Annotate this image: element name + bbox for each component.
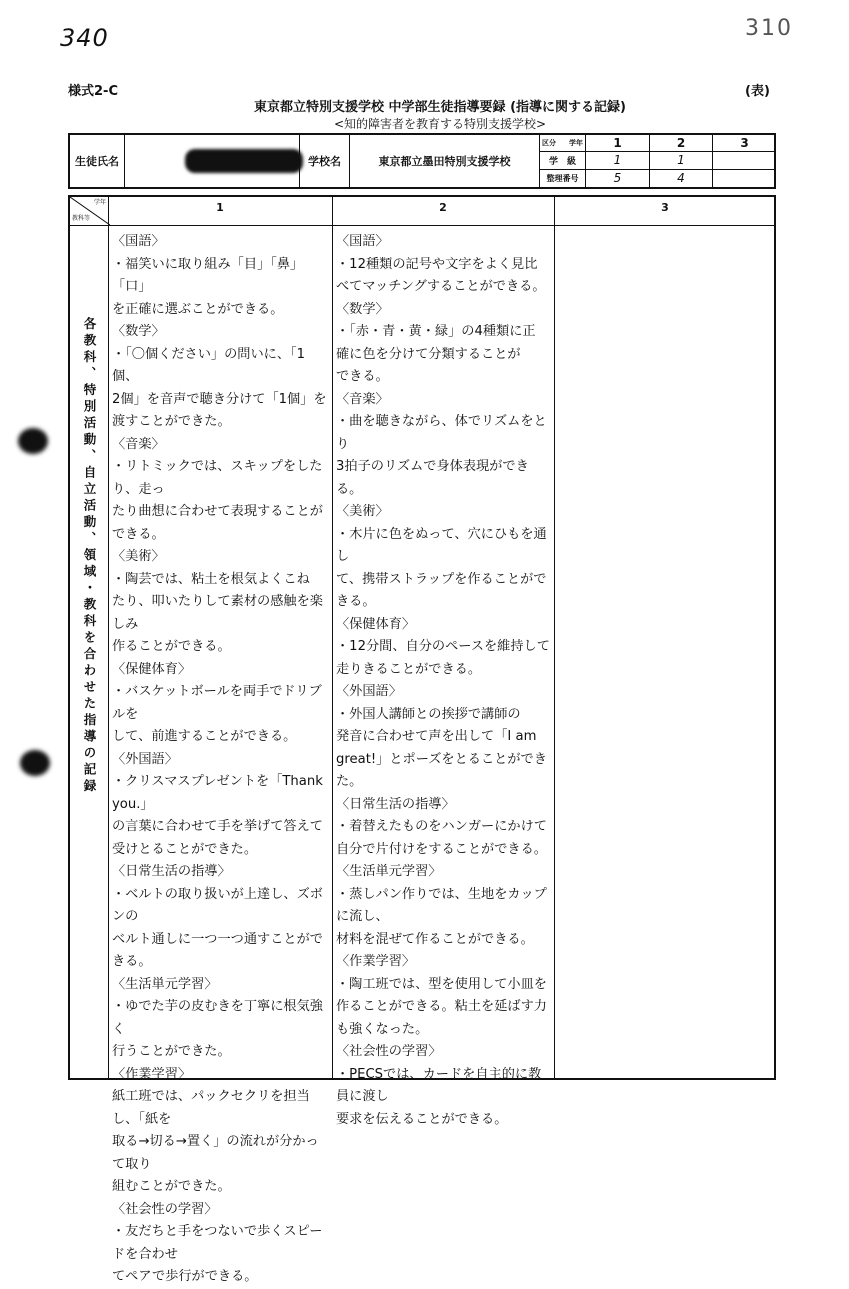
column-header-2: 2 xyxy=(439,201,447,214)
grade-col-2: 2 xyxy=(650,135,713,151)
student-name-label: 生徒氏名 xyxy=(70,135,125,187)
number-row-label: 整理番号 xyxy=(540,170,586,187)
class-value-3 xyxy=(713,152,776,168)
class-value-1: 1 xyxy=(586,152,650,168)
page-number-handwritten: 340 xyxy=(60,24,109,52)
divider xyxy=(554,197,555,1078)
number-value-3 xyxy=(713,170,776,187)
row-label-vertical: 各教科、特別活動、自立活動、領域・教科を合わせた指導の記録 xyxy=(82,317,97,796)
class-row-label: 学 級 xyxy=(540,152,586,168)
page-number-stamped: 310 xyxy=(745,16,793,41)
number-value-2: 4 xyxy=(650,170,713,187)
grade-col-1: 1 xyxy=(586,135,650,151)
header-table xyxy=(68,133,776,189)
corner-subject-label: 教科等 xyxy=(72,215,91,222)
document-title: 東京都立特別支援学校 中学部生徒指導要録 (指導に関する記録) xyxy=(254,100,626,115)
grade-table-corner: 区分 学年 xyxy=(540,135,586,151)
grade-1-record: 〈国語〉 ・福笑いに取り組み「目」「鼻」「口」 を正確に選ぶことができる。 〈数学〉 ・「〇個ください」の問いに、「1個、 2個」を音声で聴き分けて「1個」を 渡すことができた。 〈音楽〉 ・リトミックでは、スキップをしたり、走っ たり曲想に合わせて表現することが できる。 〈美術〉 ・陶芸では、粘土を根気よくこね たり、叩いたりして素材の感触を楽しみ 作ることができる。 〈保健体育〉 ・バスケットボールを両手でドリブルを して、前進することができる。 〈外国語〉 ・クリスマスプレゼントを「Thank you.」 の言葉に合わせて手を挙げて答えて 受けとることができた。 〈日常生活の指導〉 ・ベルトの取り扱いが上達し、ズボンの ベルト通しに一つ一つ通すことができる。 〈生活単元学習〉 ・ゆでた芋の皮むきを丁寧に根気強く 行うことができた。 〈作業学習〉 紙工班では、パックセクリを担当し、「紙を 取る→切る→置く」の流れが分かって取り 組むことができた。 〈社会性の学習〉 ・友だちと手をつないで歩くスピードを合わせ てペアで歩行ができる。 xyxy=(112,234,327,1284)
grade-col-3: 3 xyxy=(740,136,749,151)
divider xyxy=(70,225,774,226)
punch-hole xyxy=(20,750,50,776)
column-header-3: 3 xyxy=(661,201,669,214)
document-subtitle: <知的障害者を教育する特別支援学校> xyxy=(333,117,547,131)
divider xyxy=(332,197,333,1078)
record-table xyxy=(68,195,776,1284)
corner-grade-label: 学年 xyxy=(94,199,107,206)
school-name: 東京都立墨田特別支援学校 xyxy=(350,135,540,187)
divider xyxy=(108,197,109,1078)
class-value-2: 1 xyxy=(650,152,713,168)
form-code: 様式2-C xyxy=(68,84,118,99)
student-name-field xyxy=(125,135,300,187)
redaction-mark xyxy=(185,149,303,173)
number-value-1: 5 xyxy=(586,170,650,187)
grade-class-table xyxy=(540,135,776,187)
school-label: 学校名 xyxy=(300,135,350,187)
punch-hole xyxy=(18,428,48,454)
side-mark: (表) xyxy=(745,84,770,99)
column-header-1: 1 xyxy=(216,201,224,214)
grade-2-record: 〈国語〉 ・12種類の記号や文字をよく見比 べてマッチングすることができる。 〈数学〉 ・「赤・青・黄・緑」の4種類に正 確に色を分けて分類することが できる。 〈音楽〉 ・曲を聴きながら、体でリズムをとり 3拍子のリズムで身体表現ができる。 〈美術〉 ・木片に色をぬって、穴にひもを通し て、携帯ストラップを作ることができる。 〈保健体育〉 ・12分間、自分のペースを維持して 走りきることができる。 〈外国語〉 ・外国人講師との挨拶で講師の 発音に合わせて声を出して「I am great!」とポーズをとることができた。 〈日常生活の指導〉 ・着替えたものをハンガーにかけて 自分で片付けをすることができる。 〈生活単元学習〉 ・蒸しパン作りでは、生地をカップに流し、 材料を混ぜて作ることができる。 〈作業学習〉 ・陶工班では、型を使用して小皿を 作ることができる。粘土を延ばす力も強くなった。 〈社会性の学習〉 ・PECSでは、カードを自主的に教員に渡し 要求を伝えることができる。 xyxy=(336,234,550,1127)
